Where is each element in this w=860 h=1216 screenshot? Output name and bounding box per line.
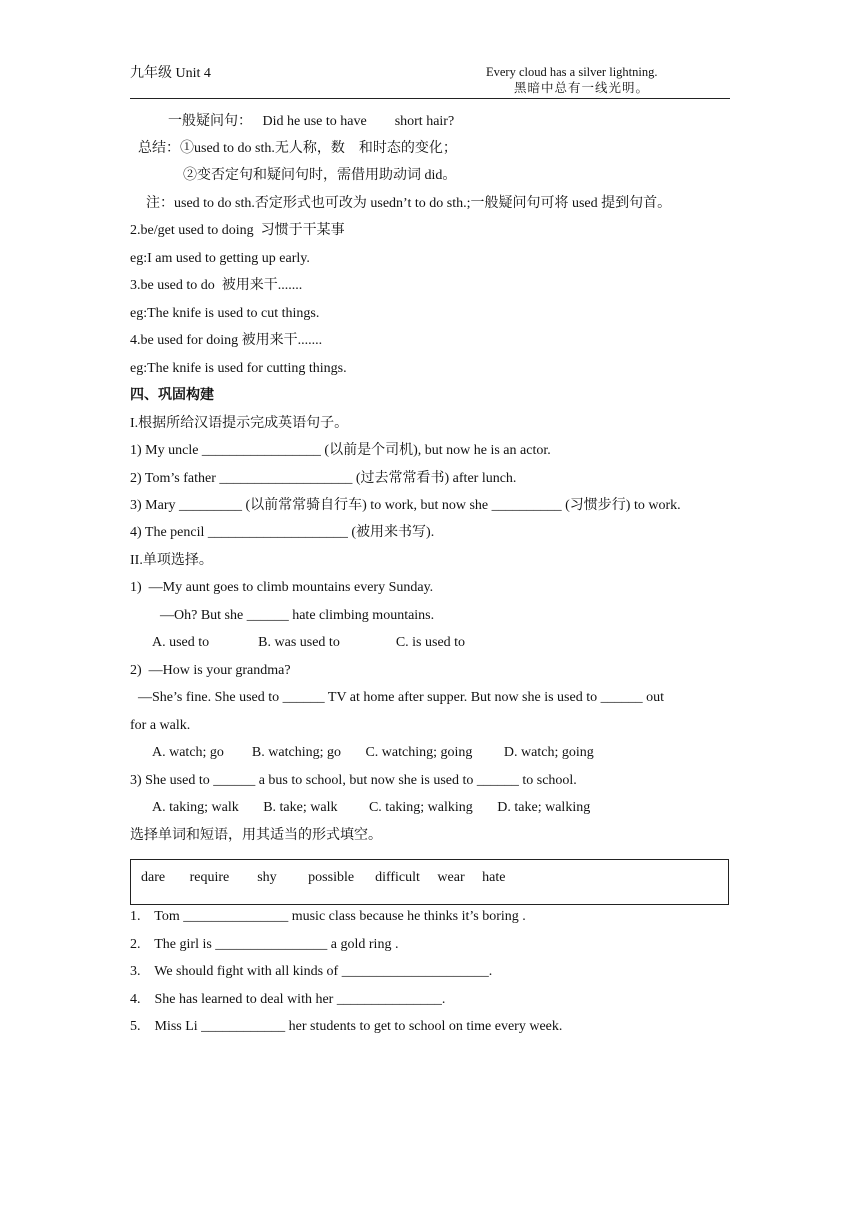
part-3-instruction: 选择单词和短语，用其适当的形式填空。 xyxy=(130,828,382,843)
translate-item-1: 1) My uncle _________________ (以前是个司机), but now he is an actor. xyxy=(130,443,551,458)
choice-2-response-cont: for a walk. xyxy=(130,718,191,733)
header-motto-cn: 黑暗中总有一线光明。 xyxy=(514,81,650,95)
fill-item-4: 4. She has learned to deal with her _______________. xyxy=(130,992,446,1007)
example-4-line: eg:The knife is used for cutting things. xyxy=(130,361,347,376)
fill-item-2: 2. The girl is ________________ a gold ring . xyxy=(130,937,399,952)
note-line: 注：used to do sth.否定形式也可改为 usedn’t to do sth.;一般疑问句可将 used 提到句首。 xyxy=(146,196,672,211)
word-bank-words: dare require shy possible difficult wear hate xyxy=(141,870,506,885)
translate-item-3: 3) Mary _________ (以前常常骑自行车) to work, but now she __________ (习惯步行) to work. xyxy=(130,498,681,513)
fill-item-3: 3. We should fight with all kinds of _____________________. xyxy=(130,964,493,979)
translate-item-2: 2) Tom’s father ___________________ (过去常常看书) after lunch. xyxy=(130,471,517,486)
example-3-line: eg:The knife is used to cut things. xyxy=(130,306,320,321)
part-1-instruction: I.根据所给汉语提示完成英语句子。 xyxy=(130,416,349,431)
point-3-line: 3.be used to do 被用来干....... xyxy=(130,278,303,293)
fill-item-1: 1. Tom _______________ music class because he thinks it’s boring . xyxy=(130,909,526,924)
choice-1-question: 1) —My aunt goes to climb mountains every Sunday. xyxy=(130,580,434,595)
header-rule xyxy=(130,98,730,99)
choice-3-question: 3) She used to ______ a bus to school, but now she is used to ______ to school. xyxy=(130,773,577,788)
choice-1-response: —Oh? But she ______ hate climbing mountains. xyxy=(160,608,435,623)
choice-2-question: 2) —How is your grandma? xyxy=(130,663,291,678)
point-2-line: 2.be/get used to doing 习惯于干某事 xyxy=(130,223,345,238)
summary-line-2: ②变否定句和疑问句时，需借用助动词 did。 xyxy=(183,168,457,183)
point-4-line: 4.be used for doing 被用来干....... xyxy=(130,333,323,348)
choice-1-options: A. used to B. was used to C. is used to xyxy=(152,635,466,650)
header-grade-unit: 九年级 Unit 4 xyxy=(130,66,211,81)
question-form-line: 一般疑问句： Did he use to have short hair? xyxy=(168,114,455,129)
fill-item-5: 5. Miss Li ____________ her students to get to school on time every week. xyxy=(130,1019,563,1034)
part-2-instruction: II.单项选择。 xyxy=(130,553,213,568)
section-heading: 四、巩固构建 xyxy=(130,388,214,403)
translate-item-4: 4) The pencil ____________________ (被用来书写). xyxy=(130,525,435,540)
choice-2-response: —She’s fine. She used to ______ TV at home after supper. But now she is used to ______ out xyxy=(138,690,664,705)
example-2-line: eg:I am used to getting up early. xyxy=(130,251,310,266)
header-motto-en: Every cloud has a silver lightning. xyxy=(486,65,658,79)
word-bank-box xyxy=(130,859,729,905)
summary-line-1: 总结：①used to do sth.无人称，数 和时态的变化； xyxy=(138,141,457,156)
header-motto xyxy=(486,64,666,96)
choice-2-options: A. watch; go B. watching; go C. watching; going D. watch; going xyxy=(152,745,594,760)
choice-3-options: A. taking; walk B. take; walk C. taking; walking D. take; walking xyxy=(152,800,591,815)
